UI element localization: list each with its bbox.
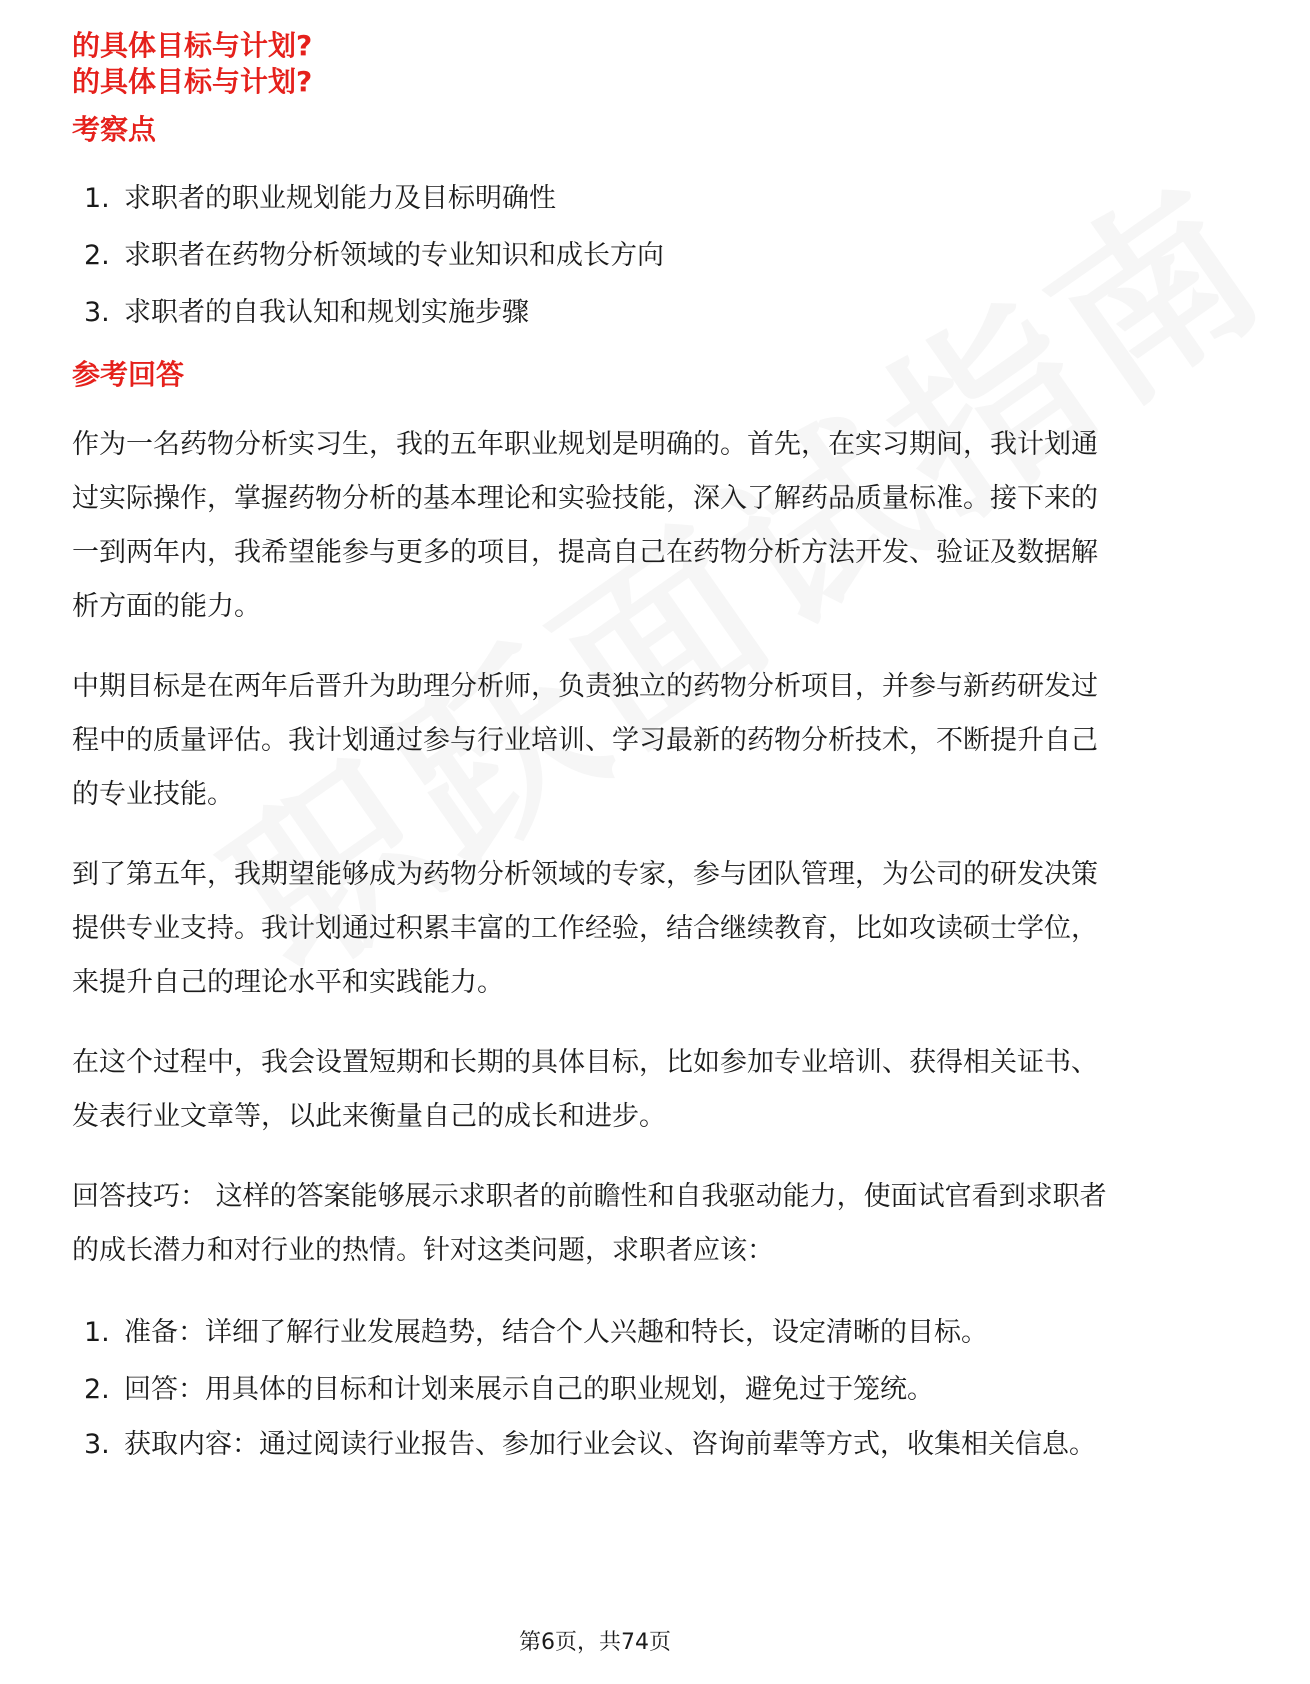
list-text: 获取内容：通过阅读行业报告、参加行业会议、咨询前辈等方式，收集相关信息。 [124,1429,1096,1460]
list-number: 3. [84,297,110,328]
cut-off-question-text: 的具体目标与计划? [72,29,313,62]
answer-paragraph: 作为一名药物分析实习生，我的五年职业规划是明确的。首先，在实习期间，我计划通过实际操作，掌握药物分析的基本理论和实验技能，深入了解药品质量标准。接下来的一到两年内，我希望能参与更多的项目，提高自己在药物分析方法开发、验证及数据解析方面的能力。 [72,429,1098,622]
list-text: 准备：详细了解行业发展趋势，结合个人兴趣和特长，设定清晰的目标。 [124,1317,988,1348]
list-item [84,1361,1124,1418]
list-item [84,170,1124,227]
list-item [84,1304,1124,1361]
cut-off-question-line [72,29,1102,62]
list-number: 2. [84,240,110,271]
list-item [84,227,1124,284]
exam-points-list [84,170,1124,341]
list-item [84,1418,1124,1472]
list-number: 1. [84,183,110,214]
exam-points-heading: 考察点 [72,113,157,146]
answer-paragraph: 在这个过程中，我会设置短期和长期的具体目标，比如参加专业培训、获得相关证书、发表行业文章等，以此来衡量自己的成长和进步。 [72,1047,1098,1132]
list-text: 求职者在药物分析领域的专业知识和成长方向 [124,240,664,271]
answer-heading: 参考回答 [72,358,185,391]
list-number: 3. [84,1429,110,1460]
answer-tips-paragraph: 回答技巧： 这样的答案能够展示求职者的前瞻性和自我驱动能力，使面试官看到求职者的成长潜力和对行业的热情。针对这类问题，求职者应该： [72,1181,1107,1266]
page-footer: 第6页，共74页 [519,1630,671,1655]
list-number: 1. [84,1317,110,1348]
question-title: 的具体目标与计划? [72,65,313,98]
list-text: 回答：用具体的目标和计划来展示自己的职业规划，避免过于笼统。 [124,1374,934,1405]
list-text: 求职者的自我认知和规划实施步骤 [124,297,529,328]
list-item [84,284,1124,341]
list-text: 求职者的职业规划能力及目标明确性 [124,183,556,214]
answer-paragraph: 中期目标是在两年后晋升为助理分析师，负责独立的药物分析项目，并参与新药研发过程中的质量评估。我计划通过参与行业培训、学习最新的药物分析技术，不断提升自己的专业技能。 [72,671,1098,810]
list-number: 2. [84,1374,110,1405]
answer-paragraph: 到了第五年，我期望能够成为药物分析领域的专家，参与团队管理，为公司的研发决策提供专业支持。我计划通过积累丰富的工作经验，结合继续教育，比如攻读硕士学位，来提升自己的理论水平和实践能力。 [72,859,1098,998]
tips-list [84,1304,1124,1472]
